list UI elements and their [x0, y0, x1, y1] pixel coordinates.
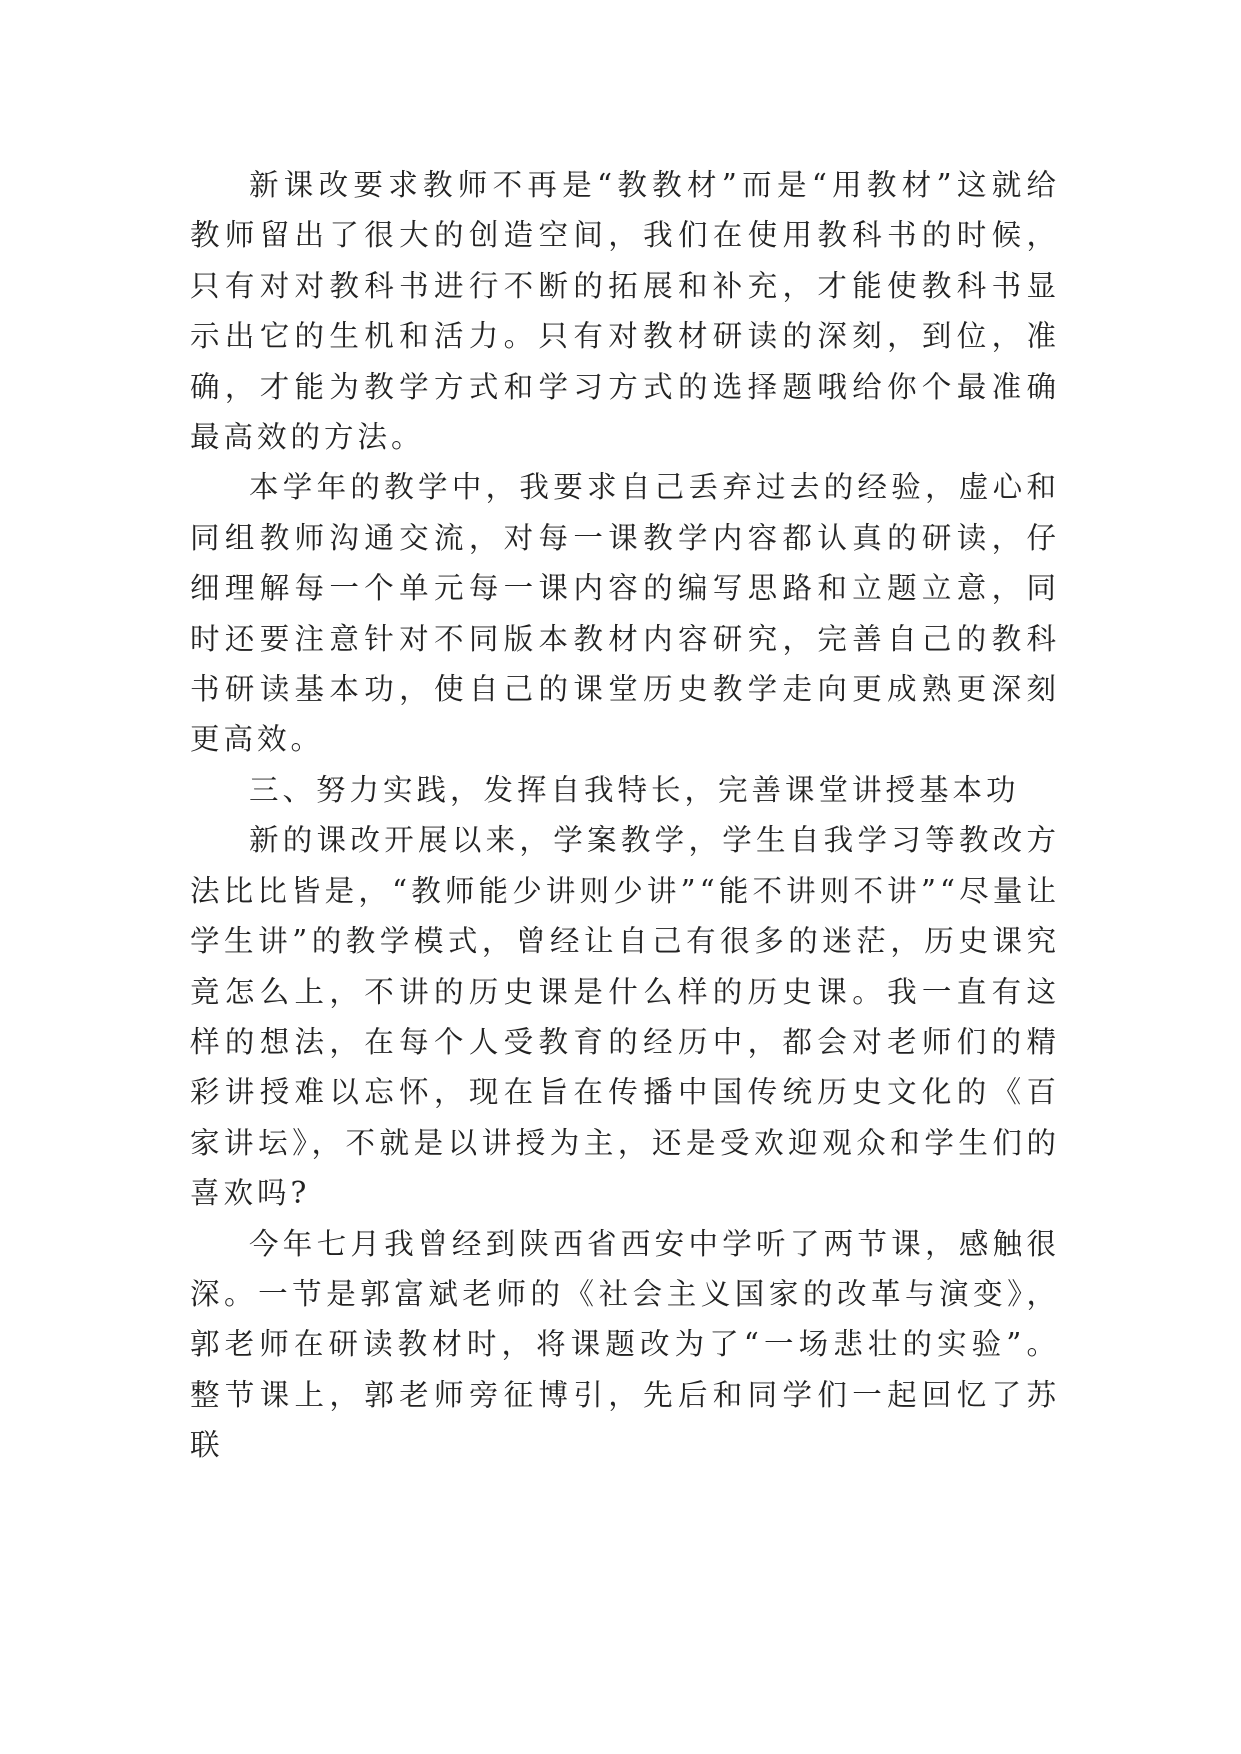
document-body — [190, 160, 1060, 1471]
paragraph-xian-lesson: 今年七月我曾经到陕西省西安中学听了两节课，感触很深。一节是郭富斌老师的《社会主义国家的改革与演变》，郭老师在研读教材时，将课题改为了“一场悲壮的实验”。整节课上，郭老师旁征博引，先后和同学们一起回忆了苏联 — [190, 1226, 1060, 1463]
paragraph-school-year-teaching: 本学年的教学中，我要求自己丢弃过去的经验，虚心和同组教师沟通交流，对每一课教学内容都认真的研读，仔细理解每一个单元每一课内容的编写思路和立题立意，同时还要注意针对不同版本教材内容研究，完善自己的教科书研读基本功，使自己的课堂历史教学走向更成熟更深刻更高效。 — [190, 470, 1060, 757]
paragraph-textbook-use: 新课改要求教师不再是“教教材”而是“用教材”这就给教师留出了很大的创造空间，我们在使用教科书的时候，只有对对教科书进行不断的拓展和补充，才能使教科书显示出它的生机和活力。只有对教材研读的深刻，到位，准确，才能为教学方式和学习方式的选择题哦给你个最准确最高效的方法。 — [190, 168, 1060, 455]
section-heading-three: 三、努力实践，发挥自我特长，完善课堂讲授基本功 — [249, 772, 1020, 807]
paragraph-curriculum-reform: 新的课改开展以来，学案教学，学生自我学习等教改方法比比皆是，“教师能少讲则少讲”“能不讲则不讲”“尽量让学生讲”的教学模式，曾经让自己有很多的迷茫，历史课究竟怎么上，不讲的历史课是什么样的历史课。我一直有这样的想法，在每个人受教育的经历中，都会对老师们的精彩讲授难以忘怀，现在旨在传播中国传统历史文化的《百家讲坛》，不就是以讲授为主，还是受欢迎观众和学生们的喜欢吗? — [190, 823, 1060, 1211]
